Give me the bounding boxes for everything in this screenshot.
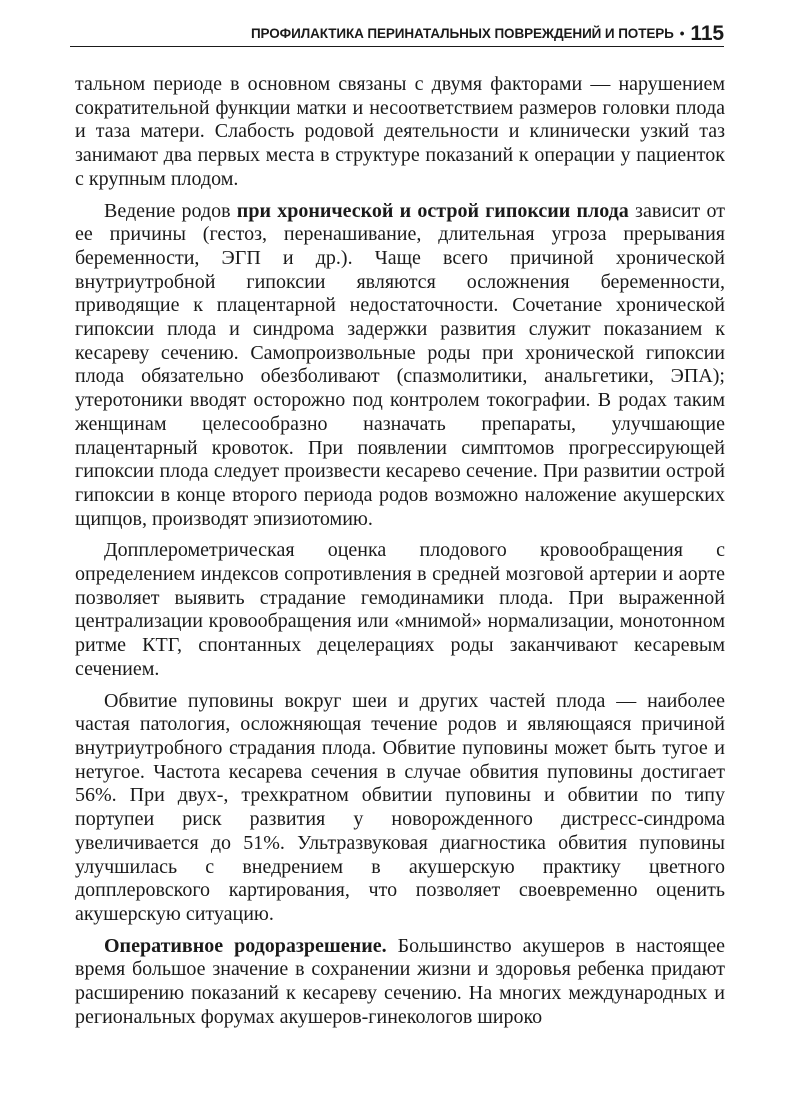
page-header [70,22,724,48]
paragraph-5 [75,935,725,1030]
body-text [75,73,725,1037]
running-title: ПРОФИЛАКТИКА ПЕРИНАТАЛЬНЫХ ПОВРЕЖДЕНИЙ И ПОТЕРЬ [250,26,674,41]
paragraph-5-heading: Оперативное родоразрешение. [104,934,387,957]
bullet-separator: • [679,26,685,41]
header-rule [70,46,724,47]
page-number: 115 [690,22,724,45]
paragraph-5-rest: Большинство акушеров в настоящее время большое значение в сохранении жизни и здоровья ребенка придают расширению показаний к кесареву сечению. На многих международных и региональных форумах акушеров-гинекологов широко [75,934,725,1028]
paragraph-2-bold: при хронической и острой гипоксии плода [236,199,629,222]
paragraph-3: Допплерометрическая оценка плодового кровообращения с определением индексов сопротивления в средней мозговой артерии и аорте позволяет выявить страдание гемодинамики плода. При выраженной централизации кровообращения или «мнимой» нормализации, монотонном ритме КТГ, спонтанных децелерациях роды заканчивают кесаревым сечением. [75,539,725,680]
paragraph-2 [75,200,725,532]
paragraph-4: Обвитие пуповины вокруг шеи и других частей плода — наиболее частая патология, осложняющая течение родов и являющаяся причиной внутриутробного страдания плода. Обвитие пуповины может быть тугое и нетугое. Частота кесарева сечения в случае обвития пуповины достигает 56%. При двух-, трехкратном обвитии пуповины и обвитии по типу портупеи риск развития у новорожденного дистресс-синдрома увеличивается до 51%. Ультразвуковая диагностика обвития пуповины улучшилась с внедрением в акушерскую практику цветного допплеровского картирования, что позволяет своевременно оценить акушерскую ситуацию. [75,689,725,925]
paragraph-1: тальном периоде в основном связаны с двумя факторами — нарушением сократительной функции матки и несоответствием размеров головки плода и таза матери. Слабость родовой деятельности и клинически узкий таз занимают два первых места в структуре показаний к операции у пациенток с крупным плодом. [75,73,725,190]
paragraph-2-rest: зависит от ее причины (гестоз, перенашивание, длительная угроза прерывания беременности, ЭГП и др.). Чаще всего причиной хронической внутриутробной гипоксии являются осложнения беременности, приводящие к плацентарной недостаточности. Сочетание хронической гипоксии плода и синдрома задержки развития служит показанием к кесареву сечению. Самопроизвольные роды при хронической гипоксии плода обязательно обезболивают (спазмолитики, анальгетики, ЭПА); утеротоники вводят осторожно под контролем токографии. В родах таким женщинам целесообразно назначать препараты, улучшающие плацентарный кровоток. При появлении симптомов прогрессирующей гипоксии плода следует произвести кесарево сечение. При развитии острой гипоксии в конце второго периода родов возможно наложение акушерских щипцов, производят эпизиотомию. [75,199,725,530]
paragraph-2-lead: Ведение родов [104,199,237,222]
running-head [251,22,724,46]
